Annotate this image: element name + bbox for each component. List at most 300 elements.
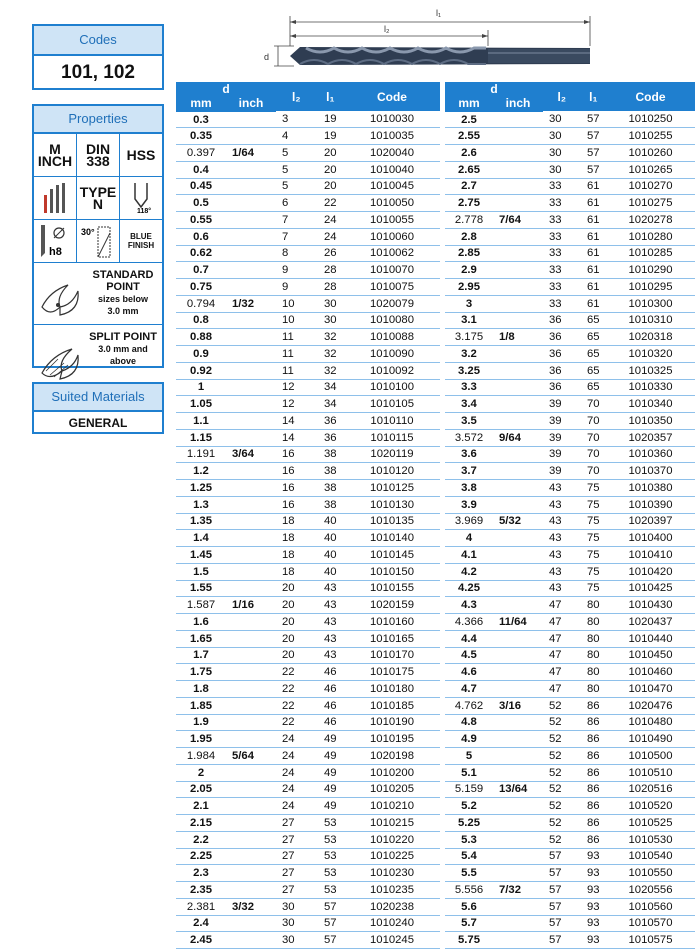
cell-l2: 57 <box>543 865 581 882</box>
table-row <box>176 563 440 580</box>
cell-l1: 57 <box>581 111 606 128</box>
table-row <box>445 614 695 631</box>
cell-mm: 3.25 <box>445 362 493 379</box>
cell-l1: 49 <box>317 731 344 748</box>
cell-l1: 32 <box>317 362 344 379</box>
cell-mm: 1.25 <box>176 480 226 497</box>
cell-l2: 33 <box>543 178 581 195</box>
cell-code: 1010215 <box>344 815 440 832</box>
cell-mm: 3.2 <box>445 346 493 363</box>
cell-code: 1010145 <box>344 547 440 564</box>
cell-l1: 46 <box>317 664 344 681</box>
cell-l1: 70 <box>581 446 606 463</box>
cell-l2: 7 <box>276 228 317 245</box>
cell-code: 1010255 <box>606 128 695 145</box>
standard-point-cell: STANDARD POINT sizes below 3.0 mm <box>34 263 162 325</box>
cell-inch <box>226 362 276 379</box>
cell-l2: 52 <box>543 815 581 832</box>
cell-l1: 57 <box>581 161 606 178</box>
cell-mm: 1.7 <box>176 647 226 664</box>
cell-mm: 1.9 <box>176 714 226 731</box>
cell-mm: 0.62 <box>176 245 226 262</box>
cell-l2: 30 <box>543 111 581 128</box>
table-row <box>445 329 695 346</box>
cell-inch <box>226 262 276 279</box>
cell-code: 1010470 <box>606 681 695 698</box>
cell-l1: 24 <box>317 212 344 229</box>
cell-l2: 39 <box>543 463 581 480</box>
header-inch: inch <box>226 96 276 111</box>
cell-mm: 1.8 <box>176 681 226 698</box>
cell-inch <box>226 697 276 714</box>
cell-l1: 22 <box>317 195 344 212</box>
cell-mm: 2.4 <box>176 915 226 932</box>
cell-mm: 2.45 <box>176 932 226 949</box>
label-l2: l₂ <box>384 24 390 34</box>
cell-mm: 4.9 <box>445 731 493 748</box>
cell-l1: 57 <box>581 128 606 145</box>
cell-mm: 4.1 <box>445 547 493 564</box>
cell-mm: 0.3 <box>176 111 226 128</box>
cell-l2: 16 <box>276 446 317 463</box>
cell-mm: 3.572 <box>445 429 493 446</box>
table-row <box>445 580 695 597</box>
cell-mm: 2.85 <box>445 245 493 262</box>
cell-mm: 3 <box>445 295 493 312</box>
cell-l2: 30 <box>276 915 317 932</box>
cell-mm: 0.92 <box>176 362 226 379</box>
cell-l2: 47 <box>543 630 581 647</box>
cell-l1: 75 <box>581 513 606 530</box>
cell-mm: 4.3 <box>445 597 493 614</box>
cell-l1: 86 <box>581 798 606 815</box>
cell-inch <box>226 245 276 262</box>
table-row <box>445 530 695 547</box>
cell-l2: 27 <box>276 815 317 832</box>
cell-l2: 20 <box>276 597 317 614</box>
table-row <box>445 882 695 899</box>
cell-l2: 43 <box>543 513 581 530</box>
cell-code: 1010275 <box>606 195 695 212</box>
cell-l2: 22 <box>276 697 317 714</box>
cell-l1: 80 <box>581 681 606 698</box>
cell-l2: 9 <box>276 262 317 279</box>
cell-l1: 24 <box>317 228 344 245</box>
materials-value: GENERAL <box>68 416 128 430</box>
table-row <box>176 547 440 564</box>
cell-inch: 9/64 <box>493 429 543 446</box>
cell-l1: 38 <box>317 496 344 513</box>
cell-l1: 80 <box>581 597 606 614</box>
cell-mm: 1.95 <box>176 731 226 748</box>
cell-l2: 11 <box>276 346 317 363</box>
table-row <box>445 346 695 363</box>
table-row <box>176 647 440 664</box>
table-row <box>176 413 440 430</box>
table-row <box>176 882 440 899</box>
cell-code: 1010050 <box>344 195 440 212</box>
cell-code: 1010250 <box>606 111 695 128</box>
table-row <box>176 865 440 882</box>
cell-inch <box>493 898 543 915</box>
cell-code: 1010062 <box>344 245 440 262</box>
cell-l2: 22 <box>276 714 317 731</box>
cell-mm: 0.45 <box>176 178 226 195</box>
cell-mm: 3.1 <box>445 312 493 329</box>
cell-mm: 5.3 <box>445 831 493 848</box>
table-row <box>445 932 695 949</box>
cell-l1: 46 <box>317 714 344 731</box>
header-l2: l₂ <box>543 82 581 111</box>
cell-l1: 43 <box>317 597 344 614</box>
cell-code: 1010045 <box>344 178 440 195</box>
cell-inch <box>493 111 543 128</box>
cell-inch <box>493 915 543 932</box>
codes-title: Codes <box>34 26 162 56</box>
cell-code: 1010350 <box>606 413 695 430</box>
table-row <box>176 831 440 848</box>
codes-value: 101, 102 <box>61 62 135 83</box>
cell-l2: 47 <box>543 597 581 614</box>
cell-l2: 14 <box>276 429 317 446</box>
cell-inch <box>226 178 276 195</box>
cell-l2: 39 <box>543 396 581 413</box>
cell-code: 1010110 <box>344 413 440 430</box>
cell-code: 1020238 <box>344 898 440 915</box>
cell-mm: 0.397 <box>176 145 226 162</box>
cell-mm: 3.175 <box>445 329 493 346</box>
cell-mm: 4 <box>445 530 493 547</box>
cell-l1: 43 <box>317 580 344 597</box>
header-d: d <box>176 82 276 96</box>
cell-inch <box>493 195 543 212</box>
table-row <box>176 145 440 162</box>
cell-l2: 36 <box>543 362 581 379</box>
cell-l1: 38 <box>317 463 344 480</box>
cell-inch <box>493 145 543 162</box>
table-row <box>445 781 695 798</box>
cell-inch <box>493 647 543 664</box>
cell-inch <box>493 245 543 262</box>
header-inch: inch <box>493 96 543 111</box>
cell-inch <box>226 882 276 899</box>
cell-l2: 4 <box>276 128 317 145</box>
cell-l1: 61 <box>581 279 606 296</box>
table-row <box>445 898 695 915</box>
table-row <box>445 630 695 647</box>
cell-l1: 65 <box>581 329 606 346</box>
table-row <box>176 614 440 631</box>
cell-mm: 3.5 <box>445 413 493 430</box>
cell-inch <box>493 312 543 329</box>
cell-l1: 86 <box>581 831 606 848</box>
cell-code: 1010325 <box>606 362 695 379</box>
cell-inch <box>226 547 276 564</box>
cell-l1: 61 <box>581 262 606 279</box>
cell-l1: 61 <box>581 212 606 229</box>
cell-mm: 1.45 <box>176 547 226 564</box>
cell-code: 1010490 <box>606 731 695 748</box>
cell-inch <box>226 312 276 329</box>
cell-code: 1010320 <box>606 346 695 363</box>
cell-l2: 3 <box>276 111 317 128</box>
cell-inch <box>493 463 543 480</box>
table-row <box>445 413 695 430</box>
cell-l1: 36 <box>317 429 344 446</box>
cell-l2: 16 <box>276 463 317 480</box>
header-code: Code <box>606 82 695 111</box>
cell-inch: 5/64 <box>226 748 276 765</box>
cell-inch <box>493 128 543 145</box>
cell-l2: 52 <box>543 798 581 815</box>
cell-l1: 30 <box>317 312 344 329</box>
cell-l1: 65 <box>581 346 606 363</box>
cell-inch <box>493 865 543 882</box>
cell-inch <box>493 530 543 547</box>
table-row <box>176 111 440 128</box>
cell-code: 1010430 <box>606 597 695 614</box>
cell-l1: 75 <box>581 480 606 497</box>
cell-l1: 53 <box>317 831 344 848</box>
header-l1: l₁ <box>317 82 344 111</box>
hss-cell: HSS <box>126 147 156 163</box>
table-row <box>445 597 695 614</box>
cell-l2: 30 <box>543 128 581 145</box>
cell-mm: 2 <box>176 764 226 781</box>
label-d: d <box>264 52 270 62</box>
cell-code: 1010230 <box>344 865 440 882</box>
cell-inch <box>493 547 543 564</box>
table-row <box>176 513 440 530</box>
cell-code: 1010295 <box>606 279 695 296</box>
cell-code: 1010530 <box>606 831 695 848</box>
cell-mm: 1.2 <box>176 463 226 480</box>
label-l1: l₁ <box>436 8 442 18</box>
cell-mm: 1.85 <box>176 697 226 714</box>
din-338-cell: DIN 338 <box>77 134 120 176</box>
cell-l2: 24 <box>276 798 317 815</box>
cell-l2: 10 <box>276 312 317 329</box>
cell-code: 1010480 <box>606 714 695 731</box>
cell-inch <box>226 513 276 530</box>
table-row <box>176 480 440 497</box>
header-code: Code <box>344 82 440 111</box>
cell-mm: 0.75 <box>176 279 226 296</box>
cell-l2: 36 <box>543 312 581 329</box>
cell-code: 1010550 <box>606 865 695 882</box>
cell-mm: 0.794 <box>176 295 226 312</box>
split-point-cell: SPLIT POINT 3.0 mm and above <box>34 325 162 387</box>
cell-mm: 3.4 <box>445 396 493 413</box>
point-angle-icon <box>120 177 162 219</box>
cell-code: 1010060 <box>344 228 440 245</box>
cell-l2: 36 <box>543 346 581 363</box>
cell-mm: 1.6 <box>176 614 226 631</box>
cell-l1: 86 <box>581 714 606 731</box>
table-row <box>445 463 695 480</box>
cell-l2: 57 <box>543 915 581 932</box>
cell-code: 1010155 <box>344 580 440 597</box>
cell-mm: 5.5 <box>445 865 493 882</box>
cell-mm: 1.5 <box>176 563 226 580</box>
cell-mm: 1.75 <box>176 664 226 681</box>
cell-l2: 27 <box>276 865 317 882</box>
cell-mm: 0.6 <box>176 228 226 245</box>
cell-inch <box>226 496 276 513</box>
cell-mm: 1.4 <box>176 530 226 547</box>
table-row <box>176 396 440 413</box>
cell-code: 1010270 <box>606 178 695 195</box>
cell-mm: 1.984 <box>176 748 226 765</box>
table-row <box>445 831 695 848</box>
table-row <box>445 312 695 329</box>
cell-code: 1010570 <box>606 915 695 932</box>
cell-mm: 2.5 <box>445 111 493 128</box>
cell-code: 1010160 <box>344 614 440 631</box>
cell-code: 1010370 <box>606 463 695 480</box>
cell-code: 1010300 <box>606 295 695 312</box>
cell-l1: 49 <box>317 798 344 815</box>
size-table-right <box>445 82 695 949</box>
cell-inch <box>226 128 276 145</box>
table-row <box>445 513 695 530</box>
cell-inch <box>226 731 276 748</box>
cell-code: 1010030 <box>344 111 440 128</box>
cell-l2: 33 <box>543 228 581 245</box>
cell-l2: 18 <box>276 547 317 564</box>
cell-code: 1010088 <box>344 329 440 346</box>
table-row <box>176 530 440 547</box>
cell-code: 1010105 <box>344 396 440 413</box>
cell-code: 1010245 <box>344 932 440 949</box>
table-row <box>176 346 440 363</box>
cell-l2: 14 <box>276 413 317 430</box>
cell-inch <box>226 279 276 296</box>
table-row <box>176 212 440 229</box>
cell-l1: 86 <box>581 697 606 714</box>
cell-mm: 0.35 <box>176 128 226 145</box>
split-point-icon <box>38 329 82 383</box>
cell-mm: 1.191 <box>176 446 226 463</box>
cell-code: 1020278 <box>606 212 695 229</box>
cell-code: 1010175 <box>344 664 440 681</box>
cell-mm: 2.778 <box>445 212 493 229</box>
cell-code: 1010185 <box>344 697 440 714</box>
cell-mm: 0.4 <box>176 161 226 178</box>
table-row <box>176 496 440 513</box>
table-row <box>176 580 440 597</box>
cell-mm: 0.5 <box>176 195 226 212</box>
table-row <box>445 664 695 681</box>
cell-l1: 19 <box>317 111 344 128</box>
cell-mm: 5.75 <box>445 932 493 949</box>
cell-l2: 24 <box>276 781 317 798</box>
cell-l2: 36 <box>543 329 581 346</box>
cell-inch <box>493 446 543 463</box>
cell-code: 1010092 <box>344 362 440 379</box>
cell-mm: 2.05 <box>176 781 226 798</box>
cell-l1: 20 <box>317 178 344 195</box>
cell-inch <box>226 614 276 631</box>
table-row <box>445 195 695 212</box>
cell-code: 1020516 <box>606 781 695 798</box>
cell-l2: 8 <box>276 245 317 262</box>
table-row <box>445 681 695 698</box>
cell-mm: 1.35 <box>176 513 226 530</box>
cell-code: 1010330 <box>606 379 695 396</box>
table-row <box>176 714 440 731</box>
cell-l2: 16 <box>276 480 317 497</box>
table-row <box>176 245 440 262</box>
cell-l2: 43 <box>543 580 581 597</box>
cell-l1: 49 <box>317 748 344 765</box>
cell-code: 1020476 <box>606 697 695 714</box>
cell-code: 1020318 <box>606 329 695 346</box>
cell-l1: 80 <box>581 647 606 664</box>
cell-l1: 75 <box>581 530 606 547</box>
cell-l2: 33 <box>543 245 581 262</box>
cell-l2: 9 <box>276 279 317 296</box>
cell-code: 1010235 <box>344 882 440 899</box>
table-row <box>445 446 695 463</box>
cell-code: 1010195 <box>344 731 440 748</box>
cell-inch: 1/16 <box>226 597 276 614</box>
cell-l1: 70 <box>581 396 606 413</box>
cell-code: 1010260 <box>606 145 695 162</box>
cell-code: 1020437 <box>606 614 695 631</box>
cell-l1: 49 <box>317 764 344 781</box>
cell-code: 1010165 <box>344 630 440 647</box>
cell-l1: 86 <box>581 764 606 781</box>
cell-l2: 52 <box>543 731 581 748</box>
cell-code: 1010205 <box>344 781 440 798</box>
cell-l2: 11 <box>276 329 317 346</box>
cell-code: 1010240 <box>344 915 440 932</box>
table-row <box>176 362 440 379</box>
cell-inch <box>226 463 276 480</box>
cell-inch <box>226 848 276 865</box>
cell-inch <box>226 111 276 128</box>
standard-point-icon <box>38 267 82 321</box>
cell-l2: 18 <box>276 563 317 580</box>
cell-l1: 65 <box>581 379 606 396</box>
cell-l1: 70 <box>581 413 606 430</box>
materials-title: Suited Materials <box>34 384 162 412</box>
cell-inch <box>226 530 276 547</box>
cell-mm: 0.9 <box>176 346 226 363</box>
cell-l2: 30 <box>543 161 581 178</box>
cell-inch <box>226 379 276 396</box>
cell-mm: 5.4 <box>445 848 493 865</box>
table-row <box>445 480 695 497</box>
cell-code: 1020397 <box>606 513 695 530</box>
cell-inch <box>493 597 543 614</box>
cell-inch <box>226 781 276 798</box>
cell-inch <box>493 362 543 379</box>
cell-l2: 47 <box>543 664 581 681</box>
table-row <box>176 664 440 681</box>
table-row <box>176 630 440 647</box>
cell-l2: 11 <box>276 362 317 379</box>
cell-inch <box>493 496 543 513</box>
cell-inch: 3/32 <box>226 898 276 915</box>
cell-inch <box>493 178 543 195</box>
cell-mm: 1.65 <box>176 630 226 647</box>
cell-code: 1010190 <box>344 714 440 731</box>
cell-l2: 52 <box>543 781 581 798</box>
cell-code: 1010510 <box>606 764 695 781</box>
cell-code: 1010040 <box>344 161 440 178</box>
